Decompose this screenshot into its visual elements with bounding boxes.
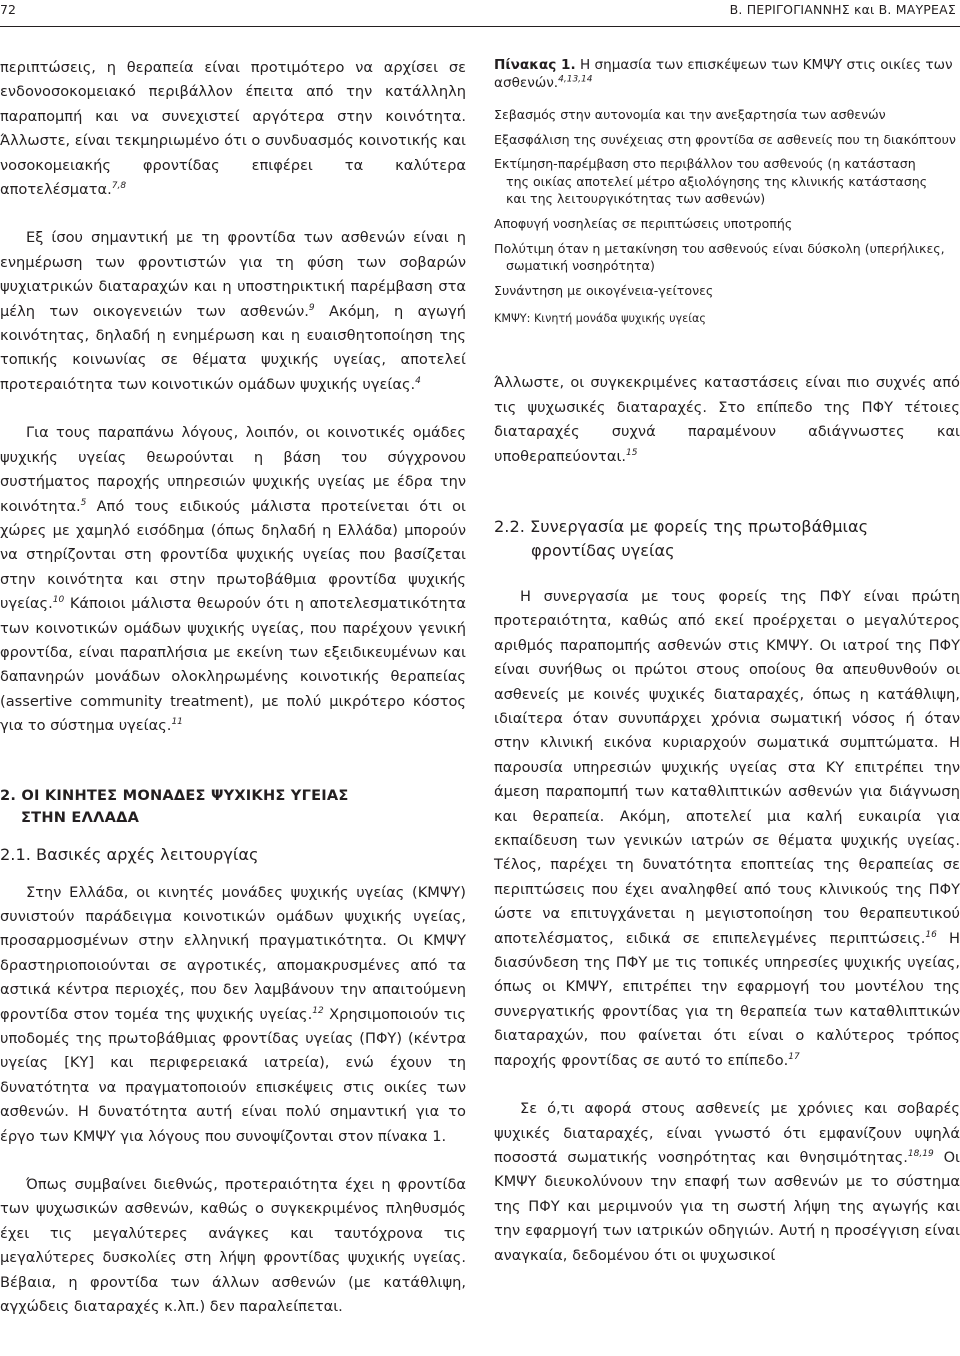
citation: 4,13,14 [558, 74, 593, 85]
text-span: Από τους ειδικούς μάλιστα προτείνεται ότι οι χώρες με χαμηλό εισόδημα (όπως δηλαδή η Ελλάδα) μπορούν να στηρίζονται στη φροντίδα ψυχικής υγείας που βασίζεται στην κοινότητα και στην πρωτοβάθμια φροντίδα ψυχικής υγείας. [0, 497, 466, 613]
table-row [494, 240, 960, 275]
citation: 15 [626, 447, 638, 458]
citation: 4 [415, 376, 421, 387]
table-footnote: ΚΜΨΥ: Κινητή μονάδα ψυχικής υγείας [494, 312, 706, 326]
subsection-heading-line-2: φροντίδας υγείας [531, 540, 675, 560]
table-cell-cont: της οικίας αποτελεί μέτρο αξιολόγησης της κλινικής κατάστασης [506, 173, 928, 189]
table-cell: Συνάντηση με οικογένεια-γείτονες [494, 282, 714, 298]
table-cell: Σεβασμός στην αυτονομία και την ανεξαρτησία των ασθενών [494, 107, 886, 122]
text-span: Στην Ελλάδα, οι κινητές μονάδες ψυχικής υγείας (ΚΜΨΥ) συνιστούν παράδειγμα κοινοτικών ομάδων ψυχικής υγείας, προσαρμοσμένων στην ελληνική πραγματικότητα. Οι ΚΜΨΥ δραστηριοποιούνται σε αγροτικές, απομακρυσμένες από τα αστικά κέντρα περιοχές, που δεν λαμβάνουν την απαιτούμενη φροντίδα στον τομέα της ψυχικής υγείας. [0, 883, 466, 1023]
text-span: Χρησιμοποιούν τις υποδομές της πρωτοβάθμιας φροντίδας υγείας (ΠΦΥ) (κέντρα υγείας [ΚΥ] και περιφερειακά ιατρεία), ενώ έχουν τη δυνατότητα να πραγματοποιούν επισκέψεις στις οικίες των ασθενών. Η δυνατότητα αυτή είναι πολύ σημαντική για το έργο των ΚΜΨΥ για λόγους που συνοψίζονται στον πίνακα 1. [0, 1005, 466, 1145]
citation: 10 [52, 595, 65, 606]
subsection-heading-2-2 [494, 515, 960, 563]
text-span: Οι ΚΜΨΥ διευκολύνουν την επαφή των ασθενών με το σύστημα της ΠΦΥ και μεριμνούν για τη σωστή λήψη της αγωγής και την εφαρμογή των ιατρικών οδηγιών. Αυτή η προσέγγιση είναι αναγκαία, δεδομένου ότι οι ψυχωσικοί [494, 1148, 960, 1264]
table-1 [494, 56, 960, 327]
table-row [494, 215, 960, 233]
table-cell: Εκτίμηση-παρέμβαση στο περιβάλλον του ασθενούς (η κατάσταση [494, 156, 916, 172]
left-paragraph-2 [0, 226, 466, 397]
citation: 17 [788, 1051, 800, 1062]
table-cell-cont: σωματική νοσηρότητα) [506, 258, 655, 274]
text-span: Για τους παραπάνω λόγους, λοιπόν, οι κοινοτικές ομάδες ψυχικής υγείας θεωρούνται η βάση του σύγχρονου συστήματος παροχής υπηρεσιών ψυχικής υγείας με έδρα την κοινότητα. [0, 424, 466, 515]
text-span: Η διασύνδεση της ΠΦΥ με τις τοπικές υπηρεσίες ψυχικής υγείας, όπως οι ΚΜΨΥ, επιτρέπει την εφαρμογή του μοντέλου της συνεργατικής φροντίδας για τη θεραπεία των καταθλιπτικών διαταραχών, που φαίνεται ότι είναι ο καλύτερος τρόπος παροχής φροντίδας σε αυτό το επίπεδο. [494, 929, 960, 1069]
text-span: Η συνεργασία με τους φορείς της ΠΦΥ είναι πρώτη προτεραιότητα, καθώς από εκεί προέρχεται ο μεγαλύτερος αριθμός παραπομπής ασθενών στις ΚΜΨΥ. Οι ιατροί της ΠΦΥ είναι συνήθως οι πρώτοι στους οποίους θα απευθυνθούν οι ασθενείς με κοινές ψυχικές διαταραχές, όπως η κατάθλιψη, ιδιαίτερα όταν συνυπάρχει χρόνια σωματική νόσος ή όταν στην κλινική εικόνα κυριαρχούν σωματικά συμπτώματα. Η παρουσία υπηρεσιών ψυχικής υγείας στα ΚΥ επιτρέπει την άμεση παραπομπή των καταθλιπτικών ασθενών για διάγνωση και θεραπεία. Ακόμη, αποτελεί μια καλή ευκαιρία για εκπαίδευση των γενικών ιατρών σε θέματα ψυχικής υγείας. Τέλος, παρέχει τη δυνατότητα εποπτείας της θεραπείας σε περιπτώσεις που έχει αναληφθεί από τους κλινικούς της ΠΦΥ ώστε να επιτυγχάνεται η μεγιστοποίηση του θεραπευτικού αποτελέσματος, ειδικά σε επιπελεγμένες περιπτώσεις. [494, 587, 960, 947]
running-head: Β. ΠΕΡΙΓΟΓΙΑΝΝΗΣ και Β. ΜΑΥΡΕΑΣ [729, 2, 956, 17]
page-number: 72 [0, 2, 16, 17]
left-paragraph-4 [0, 881, 466, 1149]
text-span: Σε ό,τι αφορά στους ασθενείς με χρόνιες και σοβαρές ψυχικές διαταραχές, είναι γνωστό ότι εμφανίζουν υψηλά ποσοστά σωματικής νοσηρότητας και θνησιμότητας. [494, 1100, 960, 1166]
table-row [494, 131, 960, 149]
header-rule [0, 26, 960, 27]
citation: 5 [80, 497, 87, 508]
table-title-text: Η σημασία των επισκέψεων των ΚΜΨΥ στις οικίες των ασθενών. [494, 57, 953, 91]
section-heading [0, 785, 466, 829]
citation: 7,8 [111, 181, 127, 192]
right-paragraph-2 [494, 585, 960, 1073]
left-paragraph-1 [0, 56, 466, 202]
section-heading-line-1: 2. ΟΙ ΚΙΝΗΤΕΣ ΜΟΝΑΔΕΣ ΨΥΧΙΚΗΣ ΥΓΕΙΑΣ [0, 786, 349, 804]
left-column [0, 56, 466, 1319]
citation: 9 [308, 302, 315, 313]
table-label: Πίνακας 1. [494, 57, 576, 73]
subsection-heading-line-1: 2.2. Συνεργασία με φορείς της πρωτοβάθμιας [494, 516, 869, 536]
text-span: Κάποιοι μάλιστα θεωρούν ότι η αποτελεσματικότητα των κοινοτικών ομάδων ψυχικής υγείας, που παρέχουν γενική φροντίδα, είναι παραπλήσια με εκείνη των εξειδικευμένων και δαπανηρών μονάδων ολοκληρωμένης κοινοτικής θεραπείας (assertive community treatment), με πολύ μικρότερο κόστος για το σύστημα υγείας. [0, 595, 466, 735]
citation: 12 [312, 1005, 324, 1016]
table-title [494, 56, 960, 92]
text-span: περιπτώσεις, η θεραπεία είναι προτιμότερο να αρχίσει σε ενδονοσοκομειακό περιβάλλον έπειτα από την κατάλληλη παραπομπή και να συνεχιστεί αργότερα στην κοινότητα. Άλλωστε, είναι τεκμηριωμένο ότι ο συνδυασμός κοινοτικής και νοσοκομειακής φροντίδας επιφέρει τα καλύτερα αποτελέσματα. [0, 59, 466, 199]
left-paragraph-3 [0, 421, 466, 738]
table-row [494, 106, 960, 124]
subsection-heading-2-1: 2.1. Βασικές αρχές λειτουργίας [0, 844, 259, 864]
left-paragraph-5: Όπως συμβαίνει διεθνώς, προτεραιότητα έχει η φροντίδα των ψυχωσικών ασθενών, καθώς ο συγκεκριμένος πληθυσμός έχει τις μεγαλύτερες ανάγκες και ταυτόχρονα τις μεγαλύτερες δυσκολίες στη λήψη φροντίδας ψυχικής υγείας. Βέβαια, η φροντίδα των άλλων ασθενών (με κατάθλιψη, αγχώδεις διαταραχές κ.λπ.) δεν παραλείπεται. [0, 1176, 466, 1316]
text-span: Άλλωστε, οι συγκεκριμένες καταστάσεις είναι πιο συχνές από τις ψυχωσικές διαταραχές. Στο επίπεδο της ΠΦΥ τέτοιες διαταραχές συχνά παραμένουν αδιάγνωστες και υποθεραπεύονται. [494, 374, 960, 465]
section-heading-line-2: ΣΤΗΝ ΕΛΛΑΔΑ [21, 808, 140, 826]
right-paragraph-1 [494, 371, 960, 469]
text-span: Εξ ίσου σημαντική με τη φροντίδα των ασθενών είναι η ενημέρωση των φροντιστών για τη φύση των σοβαρών ψυχιατρικών διαταραχών και η υποστηρικτική παρέμβαση στα μέλη των οικογενειών των ασθενών. [0, 229, 466, 320]
text-span: Ακόμη, η αγωγή κοινότητας, δηλαδή η ενημέρωση και η ευαισθητοποίηση της τοπικής κοινωνίας σε θέματα ψυχικής υγείας, αποτελεί προτεραιότητα των κοινοτικών ομάδων ψυχικής υγείας. [0, 302, 466, 393]
table-cell-cont: και της λειτουργικότητας των ασθενών) [506, 191, 766, 207]
citation: 18,19 [907, 1149, 934, 1160]
citation: 16 [925, 929, 937, 940]
table-row [494, 155, 960, 208]
table-cell: Πολύτιμη όταν η μετακίνηση του ασθενούς είναι δύσκολη (υπερήλικες, [494, 240, 945, 256]
table-cell: Εξασφάλιση της συνέχειας στη φροντίδα σε ασθενείς που τη διακόπτουν [494, 131, 956, 147]
right-column [494, 56, 960, 1268]
table-cell: Αποφυγή νοσηλείας σε περιπτώσεις υποτροπής [494, 215, 793, 231]
right-paragraph-3 [494, 1097, 960, 1268]
table-row [494, 282, 960, 300]
citation: 11 [171, 717, 183, 728]
